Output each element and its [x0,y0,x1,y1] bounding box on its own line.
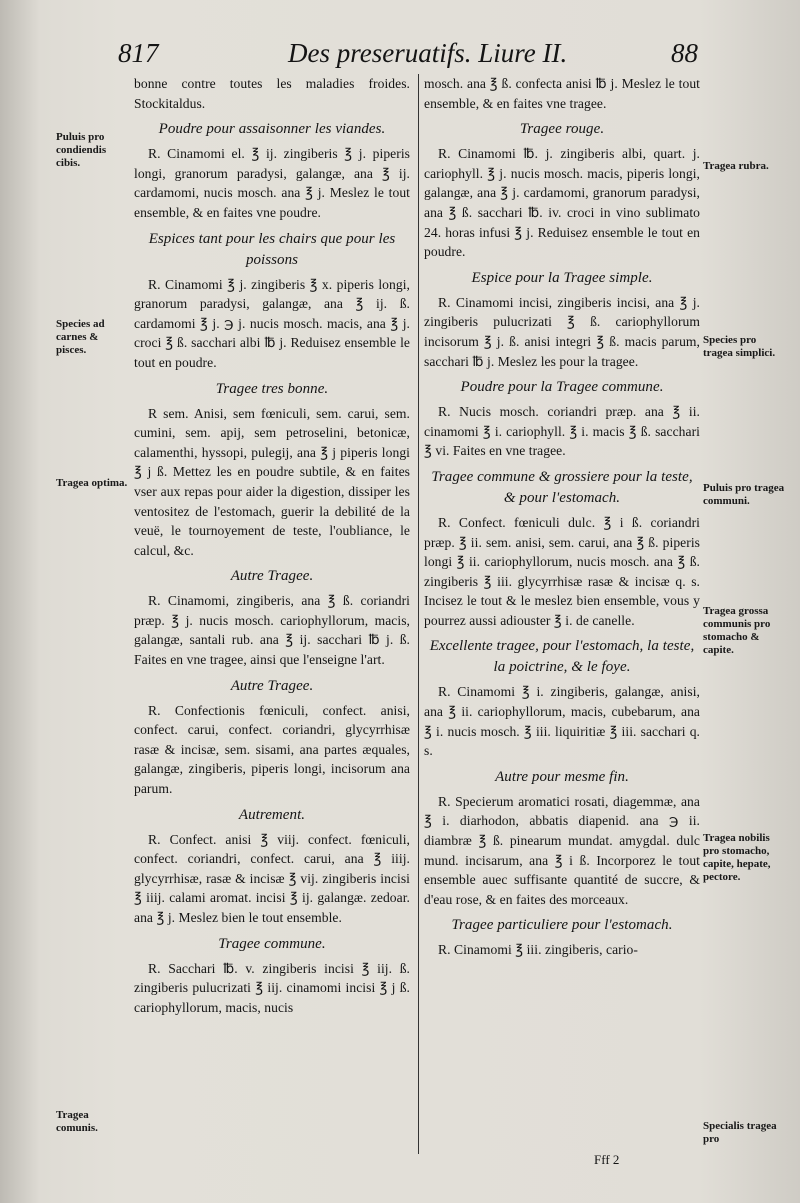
recipe-text: R. Confect. anisi ℥ viij. confect. fœniculi, confect. coriandri, confect. carui, ana ℥ iiij. glycyrrhisæ, rasæ & incisæ ℥ vij. zingiberis incisi ℥ iiij. calami aromat. incisi ℥ ij. galangæ. zedoar. ana ℥ j. Meslez bien le tout ensemble. [134,831,410,925]
section-heading: Autre Tragee. [230,677,314,694]
recipe-text: R. Sacchari ℔. v. zingiberis incisi ℥ iij. ß. zingiberis pulucrizati ℥ iij. cinamomi incisi ℥ j ß. cariophyllorum, macis, nucis [134,960,410,1015]
continued-text: mosch. ana ℥ ß. confecta anisi ℔ j. Meslez le tout ensemble, & en faites vne tragee. [424,76,700,111]
margin-note: Tragea nobilis pro stomacho, capite, hepate, pectore. [703,832,771,883]
recipe-text: R. Cinamomi, zingiberis, ana ℥ ß. coriandri præp. ℥ j. nucis mosch. cariophyllorum, macis, galangæ, santali rub. ana ℥ ij. sacchari ℔ j. ß. Faites en vne tragee, ainsi que l'enseigne l'art. [134,593,410,668]
recipe-text: R. Cinamomi el. ℥ ij. zingiberis ℥ j. piperis longi, granorum paradysi, galangæ, ana ℥ ij. cardamomi, nucis mosch. ana ℥ j. Meslez le tout ensemble, & en faites vne poudre. [134,146,410,220]
recipe-text: R. Cinamomi ℥ iii. zingiberis, cario- [438,942,638,958]
page-number-right: 88 [671,38,698,68]
left-column [134,74,410,1017]
recipe-text: R sem. Anisi, sem fœniculi, sem. carui, sem. cumini, sem. apij, sem petroselini, betonicæ, calamenthi, hyssopi, pulegij, ana ℥ j piperis longi ℥ j ß. Mettez les en poudre subtile, & en faites vser aux repas pour aider la digestion, dissiper les ventositez de l'estomach, guerir la debilité de la veuë, le tournoyement de teste, l'oubliance, le calcul, &c. [134,405,410,558]
recipe-text: R. Specierum aromatici rosati, diagemmæ, ana ℥ i. diarhodon, abbatis diapenid. ana ℈ ii. diambræ ℥ ß. pinearum mundat. amygdal. dulc mund. incisarum, ana ℥ i ß. Incorporez le tout ensemble auec suffisante quantité de succre, & d'eau rose, & en faites des morceaux. [424,793,700,907]
running-header [118,38,698,78]
section-heading: Autrement. [238,806,306,823]
section-heading: Tragee rouge. [519,121,605,138]
recipe-text: R. Cinamomi ℥ j. zingiberis ℥ x. piperis longi, granorum paradysi, galangæ, ana ℥ ij. ß. cardamomi ℥ j. ℈ j. nucis mosch. macis, ana ℥ j. croci ℥ ß. sacchari albi ℔ j. Reduisez ensemble le tout en poudre. [134,276,410,370]
section-heading: Tragee commune. [218,935,326,952]
running-title: Des preseruatifs. Liure II. [288,38,568,68]
section-heading: Tragee commune & grossiere pour la teste, & pour l'estomach. [431,468,693,506]
section-heading: Poudre pour assaisonner les viandes. [158,121,386,138]
margin-note: Specialis tragea pro [703,1120,777,1145]
section-heading: Autre pour mesme fin. [495,768,629,785]
recipe-text: R. Confect. fœniculi dulc. ℥ i ß. coriandri præp. ℥ ii. sem. anisi, sem. carui, ana ℥ ß. piperis longi ℥ ii. cariophyllorum, nucis mosch. ana ℥ ß. zingiberis ℥ iii. glycyrrhisæ rasæ & incisæ q. s. Incisez le tout & le meslez bien ensemble, vous y pourrez aussi adiouster ℥ i. de canelle. [424,514,700,628]
recipe-text: R. Cinamomi incisi, zingiberis incisi, ana ℥ j. zingiberis pulucrizati ℥ ß. cariophyllorum incisorum ℥ j. ß. anisi integri ℥ ß. macis parum, sacchari ℔ j. Meslez les pour la tragee. [424,294,700,369]
margin-note: Puluis pro condiendis cibis. [56,131,107,169]
recipe-text: R. Cinamomi ℥ i. zingiberis, galangæ, anisi, ana ℥ ii. cariophyllorum, macis, cubebarum, ana ℥ i. nucis mosch. ℥ iii. liquiritiæ ℥ iii. sacchari q. s. [424,684,700,759]
recipe-text: R. Nucis mosch. coriandri præp. ana ℥ ii. cinamomi ℥ i. cariophyll. ℥ i. macis ℥ ß. sacchari ℥ vi. Faites en vne tragee. [424,404,700,459]
margin-note: Species pro tragea simplici. [703,334,776,359]
margin-note: Puluis pro tragea communi. [703,482,785,507]
section-heading: Tragee tres bonne. [215,380,329,397]
page-number-left: 817 [118,38,159,68]
column-divider [418,74,419,1154]
margin-note: Tragea optima. [56,477,128,489]
recipe-text: R. Confectionis fœniculi, confect. anisi, confect. carui, confect. coriandri, glycyrrhisæ rasæ & incisæ, sem. sisami, ana partes æquales, galangæ, zingiberis, piperis longi, incisorum ana parum. [134,702,410,797]
continued-text: bonne contre toutes les maladies froides. Stockitaldus. [134,76,410,111]
bleed-through-text [745,60,800,1060]
margin-note: Tragea rubra. [703,160,769,172]
margin-note: Tragea grossa communis pro stomacho & capite. [703,605,771,656]
section-heading: Excellente tragee, pour l'estomach, la teste, la poictrine, & le foye. [429,638,695,676]
section-heading: Espice pour la Tragee simple. [471,269,653,286]
right-column [424,74,700,960]
section-heading: Autre Tragee. [230,568,314,585]
margin-note: Tragea comunis. [56,1109,98,1134]
section-heading: Tragee particuliere pour l'estomach. [451,917,673,934]
margin-note: Species ad carnes & pisces. [56,318,105,356]
section-heading: Poudre pour la Tragee commune. [460,379,664,396]
signature-mark: Fff 2 [594,1152,620,1167]
section-heading: Espices tant pour les chairs que pour les poissons [148,230,396,268]
recipe-text: R. Cinamomi ℔. j. zingiberis albi, quart. j. cariophyll. ℥ j. nucis mosch. macis, piperis longi, galangæ, ana ℥ j. cardamomi, granorum paradysi, ana ℥ ß. sacchari ℔. iv. croci in vino sublimato 24. horas infusi ℥ j. Reduisez ensemble le tout en poudre. [424,146,700,260]
